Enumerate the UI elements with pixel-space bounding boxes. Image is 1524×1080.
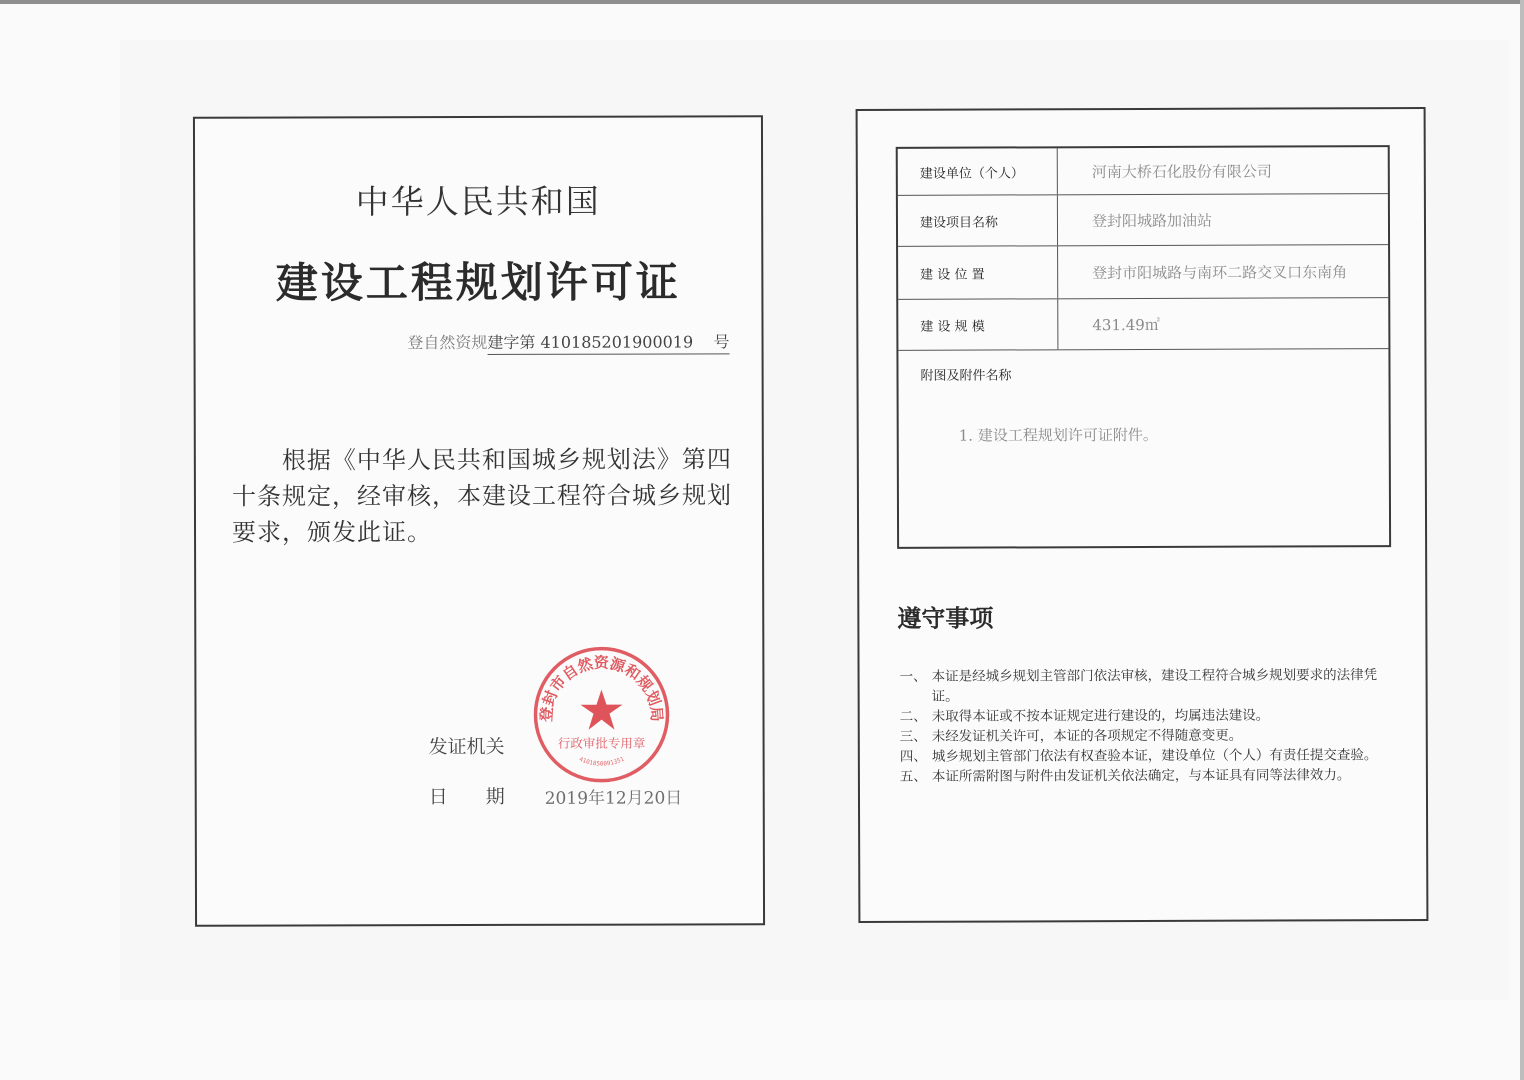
- rules-list: [900, 665, 1400, 787]
- rule-number: 五、: [899, 768, 927, 785]
- certificate-right-page: [856, 107, 1429, 923]
- rules-title: 遵守事项: [897, 604, 994, 633]
- rule-number: 一、: [899, 668, 927, 685]
- svg-text:4101850091351: [578, 756, 626, 768]
- issue-date: 2019年12月20日: [544, 788, 683, 809]
- rule-item: [900, 665, 1400, 707]
- rule-number: 四、: [899, 748, 927, 765]
- rule-item: [900, 765, 1400, 787]
- table-row-project-name: [898, 194, 1388, 247]
- row-label: 建 设 规 模: [898, 299, 1058, 350]
- scan-right-edge: [1520, 0, 1524, 1080]
- attachment-item: 1. 建设工程规划许可证附件。: [958, 425, 1158, 445]
- table-row-unit: [898, 147, 1388, 196]
- certificate-number-prefix: 登自然资规: [407, 332, 488, 353]
- row-label: 建设项目名称: [898, 195, 1058, 246]
- country-name: 中华人民共和国: [355, 181, 601, 222]
- official-seal: [530, 643, 672, 785]
- table-row-location: [898, 245, 1388, 300]
- row-value: 登封阳城路加油站: [1091, 211, 1213, 230]
- legal-basis-text: [232, 441, 740, 550]
- rule-text: 未取得本证或不按本证规定进行建设的，均属违法建设。: [931, 707, 1270, 725]
- certificate-number-suffix: 号: [713, 332, 730, 352]
- row-value: 河南大桥石化股份有限公司: [1091, 162, 1272, 181]
- seal-star-icon: [580, 690, 622, 730]
- rule-number: 二、: [899, 708, 927, 725]
- rule-item: [900, 705, 1400, 727]
- rule-text: 未经发证机关许可，本证的各项规定不得随意变更。: [931, 727, 1243, 745]
- legal-basis-body: 根据《中华人民共和国城乡规划法》第四十条规定，经审核，本建设工程符合城乡规划要求，颁发此证。: [231, 445, 732, 547]
- rule-text: 本证所需附图与附件由发证机关依法确定，与本证具有同等法律效力。: [931, 767, 1351, 785]
- project-info-table: [896, 145, 1391, 549]
- certificate-left-page: [193, 115, 765, 926]
- certificate-number-line: [487, 332, 729, 355]
- certificate-number-value: 建字第 410185201900019: [487, 332, 694, 352]
- seal-inner-text: 行政审批专用章: [557, 735, 646, 751]
- rule-item: [900, 725, 1400, 747]
- rule-text: 本证是经城乡规划主管部门依法审核，建设工程符合城乡规划要求的法律凭证。: [931, 667, 1378, 705]
- row-value: 登封市阳城路与南环二路交叉口东南角: [1092, 262, 1348, 282]
- row-value: 431.49㎡: [1092, 315, 1160, 334]
- rule-number: 三、: [899, 728, 927, 745]
- scan-top-edge: [0, 0, 1524, 4]
- rule-item: [900, 745, 1400, 767]
- date-label: 日期: [428, 785, 543, 809]
- issuer-label: 发证机关: [428, 735, 505, 759]
- row-label: 建设单位（个人）: [898, 148, 1058, 195]
- table-row-scale: [898, 298, 1388, 351]
- rule-text: 城乡规划主管部门依法有权查验本证，建设单位（个人）有责任提交查验。: [931, 747, 1378, 765]
- attachments-label: 附图及附件名称: [920, 368, 1012, 384]
- certificate-number: [407, 329, 729, 353]
- seal-outer-text: 登封市自然资源和规划局: [537, 653, 666, 723]
- row-label: 建 设 位 置: [898, 246, 1058, 299]
- certificate-title: 建设工程规划许可证: [275, 257, 681, 308]
- seal-code: 4101850091351: [577, 755, 626, 768]
